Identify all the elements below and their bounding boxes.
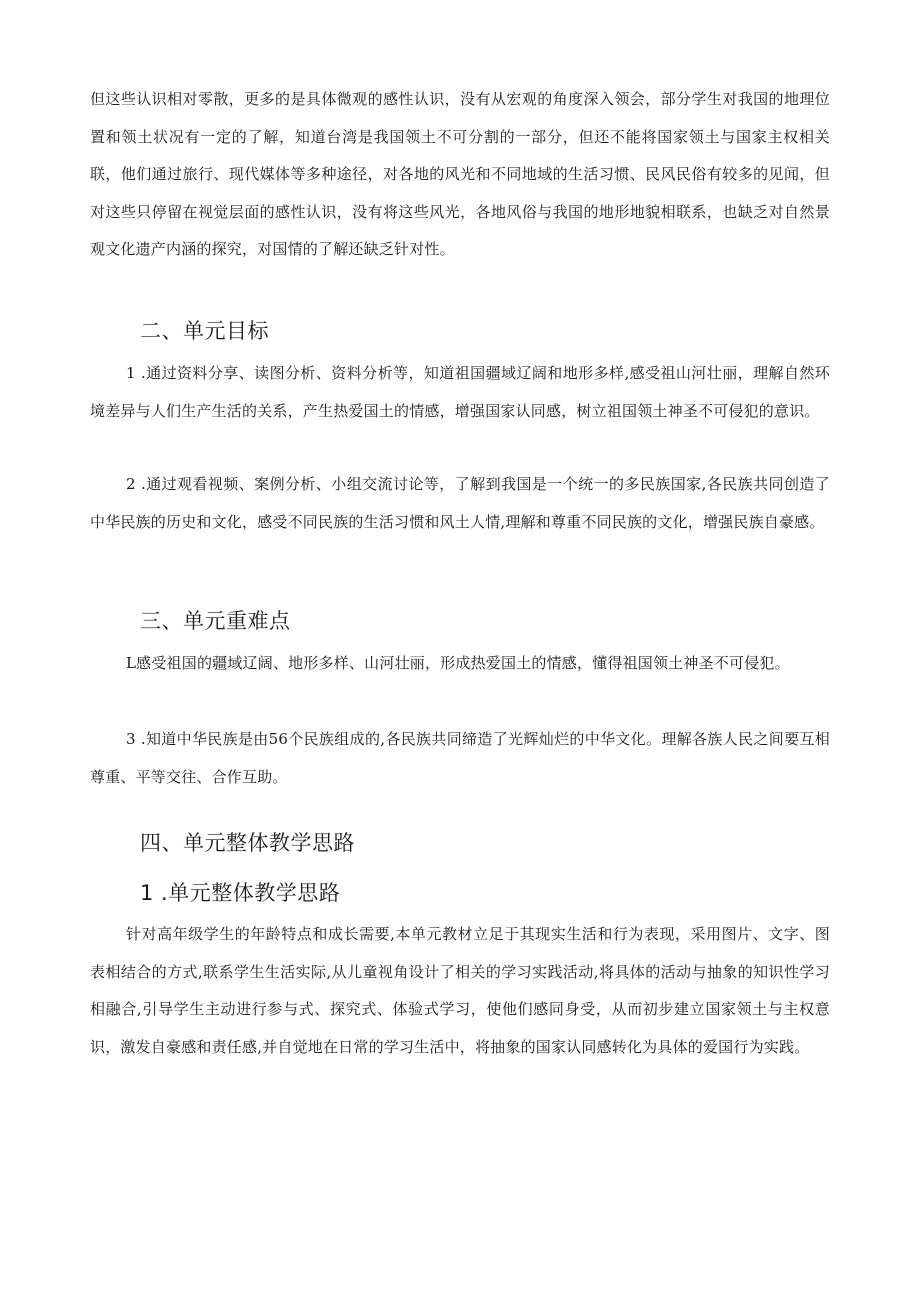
section-heading-key-points: 三、单元重难点 bbox=[140, 609, 291, 633]
teaching-approach-paragraph: 针对高年级学生的年龄特点和成长需要,本单元教材立足于其现实生活和行为表现，采用图片、文字、图表相结合的方式,联系学生生活实际,从儿童视角设计了相关的学习实践活动,将具体的活动与抽象的知识性学习相融合,引导学生主动进行参与式、探究式、体验式学习，使他们感同身受，从而初步建立国家领土与主权意识，激发自豪感和责任感,并自觉地在日常的学习生活中，将抽象的国家认同感转化为具体的爱国行为实践。 bbox=[90, 925, 830, 1056]
key-point-item-2: 3 .知道中华民族是由56个民族组成的,各民族共同缔造了光辉灿烂的中华文化。理解各族人民之间要互相尊重、平等交往、合作互助。 bbox=[90, 730, 830, 786]
key-point-item-1: L感受祖国的疆域辽阔、地形多样、山河壮丽，形成热爱国土的情感，懂得祖国领土神圣不可侵犯。 bbox=[126, 654, 790, 672]
goal-item-1: 1 .通过资料分享、读图分析、资料分析等，知道祖国疆域辽阔和地形多样,感受祖山河壮丽，理解自然环境差异与人们生产生活的关系，产生热爱国土的情感，增强国家认同感，树立祖国领土神圣不可侵犯的意识。 bbox=[90, 364, 830, 420]
section-heading-teaching-approach: 四、单元整体教学思路 bbox=[140, 831, 355, 855]
intro-paragraph: 但这些认识相对零散，更多的是具体微观的感性认识，没有从宏观的角度深入领会，部分学生对我国的地理位置和领土状况有一定的了解，知道台湾是我国领土不可分割的一部分，但还不能将国家领土与国家主权相关联，他们通过旅行、现代媒体等多种途径，对各地的风光和不同地域的生活习惯、民风民俗有较多的见闻，但对这些只停留在视觉层面的感性认识，没有将这些风光，各地风俗与我国的地形地貌相联系，也缺乏对自然景观文化遗产内涵的探究，对国情的了解还缺乏针对性。 bbox=[90, 90, 830, 258]
section-heading-unit-goals: 二、单元目标 bbox=[140, 319, 269, 343]
goal-item-2: 2 .通过观看视频、案例分析、小组交流讨论等，了解到我国是一个统一的多民族国家,各民族共同创造了中华民族的历史和文化，感受不同民族的生活习惯和风土人情,理解和尊重不同民族的文化，增强民族自豪感。 bbox=[90, 475, 830, 531]
subsection-heading-teaching-approach: 1 .单元整体教学思路 bbox=[140, 881, 341, 905]
